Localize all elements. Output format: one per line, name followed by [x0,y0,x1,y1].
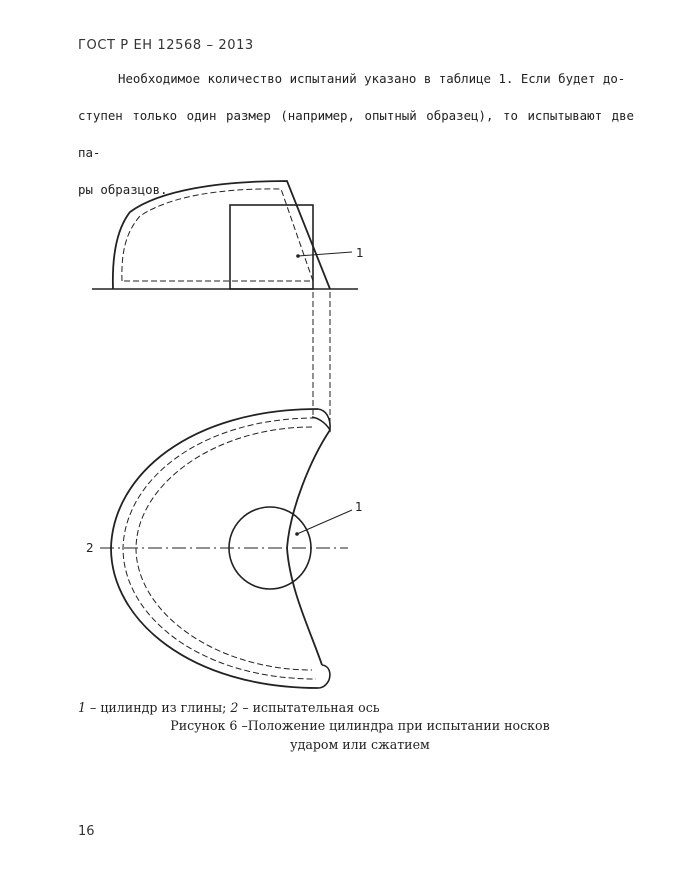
callout-1-bottom: 1 [355,500,363,514]
legend-text-1: – цилиндр из глины; [86,700,231,715]
leader-line [297,510,352,534]
body-line-1: Необходимое количество испытаний указано в таблице 1. Если будет до- [118,71,626,86]
top-curl [312,409,330,430]
toe-cap-inner-contour [122,189,313,281]
legend-number-2: 2 [230,700,239,715]
legend-text-2: – испытательная ось [238,700,380,715]
callout-2: 2 [86,541,94,555]
bottom-curl [318,665,330,688]
body-line-2: ступен только один размер (например, опытный образец), то испытывают две па- [78,108,634,160]
caption-line-2: ударом или сжатием [290,737,430,752]
clay-cylinder-side [230,205,313,289]
legend-number-1: 1 [78,700,87,715]
leader-dot [296,254,300,258]
page-number: 16 [78,824,95,839]
figure-legend [78,700,380,715]
plan-view [100,409,352,688]
callout-1-top: 1 [356,246,364,260]
figure-caption [150,716,570,754]
leader-dot [295,532,299,536]
leader-line [298,252,352,256]
standard-header: ГОСТ Р ЕН 12568 – 2013 [78,38,254,53]
side-view [92,181,358,427]
caption-line-1: Рисунок 6 –Положение цилиндра при испытании носков [170,718,550,733]
body-line-3: ры образцов. [78,182,168,197]
